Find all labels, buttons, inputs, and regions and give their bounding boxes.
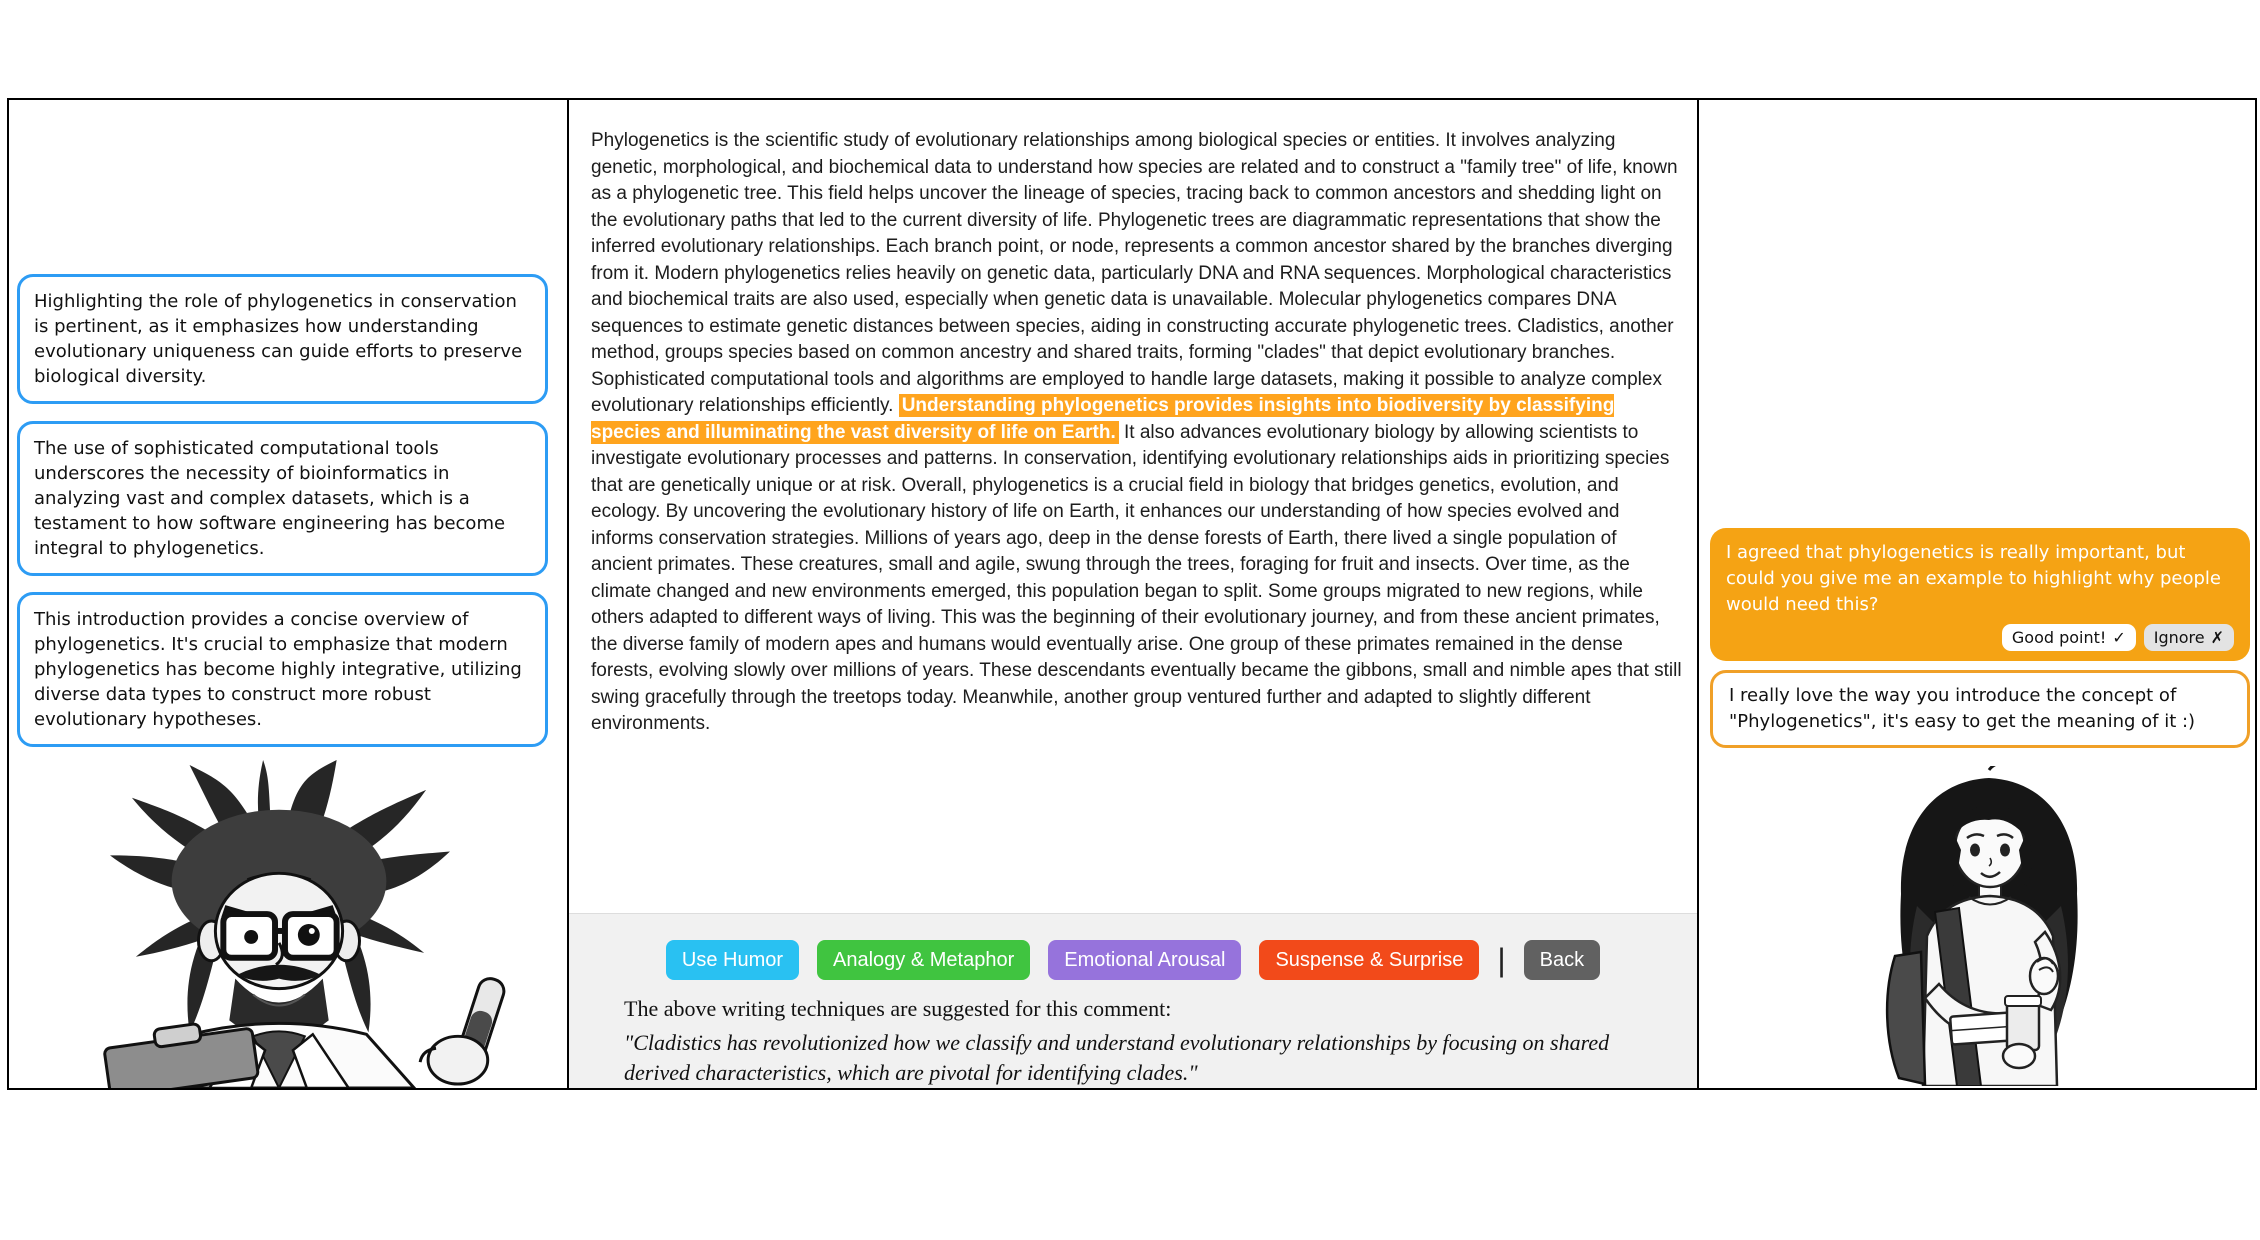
writing-assistant-window: [7, 98, 2257, 1090]
resolved-reader-comment-card[interactable]: [1710, 670, 2250, 748]
active-reader-comment-card[interactable]: [1710, 528, 2250, 661]
suggestion-comment-card[interactable]: [17, 592, 548, 747]
document-text-before: Phylogenetics is the scientific study of evolutionary relationships among biological species or entities. It involves analyzing genetic, morphological, and biochemical data to understand how species are related and to construct a "family tree" of life, known as a phylogenetic tree. This field helps uncover the lineage of species, tracing back to common ancestors and shedding light on the evolutionary paths that led to the current diversity of life. Phylogenetic trees are diagrammatic representations that show the inferred evolutionary relationships. Each branch point, or node, represents a common ancestor shared by the branches diverging from it. Modern phylogenetics relies heavily on genetic data, particularly DNA and RNA sequences. Morphological characteristics and biochemical traits are also used, especially when genetic data is unavailable. Molecular phylogenetics compares DNA sequences to estimate genetic distances between species, aiding in constructing accurate phylogenetic trees. Cladistics, another method, groups species based on common ancestry and shared traits, forming "clades" that depict evolutionary branches. Sophisticated computational tools and algorithms are employed to handle large datasets, making it possible to analyze complex evolutionary relationships efficiently.: [591, 130, 1678, 416]
suggested-comment-quote: "Cladistics has revolutionized how we classify and understand evolutionary relationships by focusing on shared derived characteristics, which are pivotal for identifying clades.": [624, 1030, 1610, 1085]
technique-suggestion-area: [569, 913, 1697, 1088]
suggestion-comment-card[interactable]: [17, 274, 548, 404]
resolved-reader-comment-text: I really love the way you introduce the concept of "Phylogenetics", it's easy to get the meaning of it :): [1729, 685, 2196, 732]
suspense-surprise-button[interactable]: Suspense & Surprise: [1259, 940, 1479, 980]
x-icon: ✗: [2210, 628, 2224, 647]
student-illustration: [1839, 766, 2139, 1086]
emotional-arousal-button[interactable]: Emotional Arousal: [1048, 940, 1241, 980]
ignore-label: Ignore: [2153, 628, 2205, 647]
comment-action-row: [1726, 624, 2234, 651]
document-text: [569, 119, 1697, 738]
analogy-metaphor-button[interactable]: Analogy & Metaphor: [817, 940, 1030, 980]
suggestion-comment-text: The use of sophisticated computational tools underscores the necessity of bioinformatics in analyzing vast and complex datasets, which is a testament to how software engineering has become integral to phylogenetics.: [34, 438, 506, 559]
suggestion-comment-text: Highlighting the role of phylogenetics in conservation is pertinent, as it emphasizes how understanding evolutionary uniqueness can guide efforts to preserve biological diversity.: [34, 291, 523, 387]
good-point-button[interactable]: [2002, 624, 2136, 651]
back-button[interactable]: Back: [1524, 940, 1600, 980]
active-reader-comment-text: I agreed that phylogenetics is really important, but could you give me an example to highlight why people would need this?: [1726, 542, 2221, 615]
suggestion-caption: The above writing techniques are suggested for this comment:: [624, 996, 1172, 1021]
good-point-label: Good point!: [2011, 628, 2107, 647]
use-humor-button[interactable]: Use Humor: [666, 940, 799, 980]
reader-comments-panel: [1699, 100, 2251, 1088]
document-panel: [569, 100, 1699, 1088]
ignore-button[interactable]: [2144, 624, 2234, 651]
suggestion-comments-panel: [9, 100, 569, 1088]
highlighted-sentence[interactable]: Understanding phylogenetics provides insights into biodiversity by classifying species and illuminating the vast diversity of life on Earth.: [591, 395, 1615, 443]
mad-scientist-illustration: [39, 760, 519, 1088]
technique-button-row: [569, 940, 1697, 980]
document-text-after: It also advances evolutionary biology by allowing scientists to investigate evolutionary processes and patterns. In conservation, identifying evolutionary relationships aids in prioritizing species that are genetically unique or at risk. Overall, phylogenetics is a crucial field in biology that bridges genetics, evolution, and ecology. By uncovering the evolutionary history of life on Earth, it enhances our understanding of how species evolved and informs conservation strategies. Millions of years ago, deep in the dense forests of Earth, there lived a single population of ancient primates. These creatures, small and agile, swung through the trees, foraging for fruit and insects. Over time, as the climate changed and new environments emerged, this population began to split. Some groups migrated to new regions, while others adapted to different ways of living. This was the beginning of their evolutionary journey, and from these ancient primates, the diverse family of modern apes and humans would eventually arise. One group of these primates remained in the dense forests, evolving slowly over millions of years. These descendants eventually became the gibbons, small and nimble apes that still swing gracefully through the treetops today. Meanwhile, another group ventured further and adapted to slightly different environments.: [591, 421, 1682, 734]
check-icon: ✓: [2112, 628, 2126, 647]
button-separator: |: [1497, 942, 1506, 978]
suggestion-comment-card[interactable]: [17, 421, 548, 576]
suggestion-comment-text: This introduction provides a concise overview of phylogenetics. It's crucial to emphasize that modern phylogenetics has become highly integrative, utilizing diverse data types to construct more robust evolutionary hypotheses.: [34, 609, 522, 730]
